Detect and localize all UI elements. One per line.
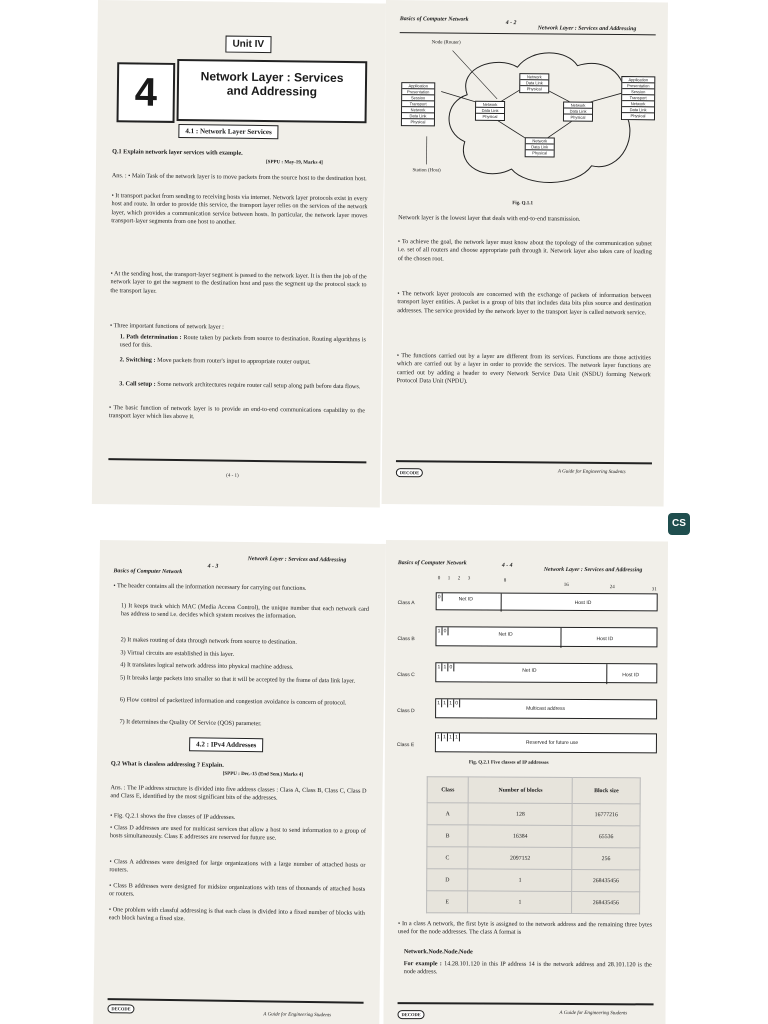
class-e-row: 1 1 1 1 Reserved for future use: [435, 732, 657, 753]
bullet-2: • Class D addresses are used for multicast services that allow a host to send information to a group of hosts simultaneously. Class E addresses are reserved for future use.: [109, 824, 367, 842]
class-c-net-id: Net ID: [522, 667, 537, 674]
network-diagram: [396, 36, 657, 198]
section-heading: 4.1 : Network Layer Services: [178, 124, 279, 139]
running-header-right: Network Layer : Services and Addressing: [247, 556, 347, 564]
running-header-right: Network Layer : Services and Addressing: [537, 25, 637, 33]
blocks-table: [426, 776, 641, 914]
function-2: 2. Switching : Move packets from router's input to appropriate router output.: [119, 356, 311, 366]
class-e-reserved: Reserved for future use: [525, 739, 579, 747]
router-stack-3: Network Data Link Physical: [563, 102, 593, 122]
col-number-of-blocks: Number of blocks: [468, 777, 572, 804]
class-a-label: Class A: [397, 600, 415, 607]
question-1: Q.1 Explain network layer services with example.: [112, 148, 243, 157]
para-4: • The functions carried out by a layer are different from its services. Functions are those activities which are carried out by a layer in order to provide the services. The network layer functions are carried out by adding a header to every Network Service Data Unit (NSDU) forming Network Protocol Data Unit (NPDU).: [396, 352, 651, 385]
item-7: 7) It determines the Quality Of Service (QOS) parameter.: [119, 718, 262, 728]
class-b-net-id: Net ID: [498, 631, 513, 638]
table-row: D 1 268435456: [427, 869, 640, 892]
router-stack-2: Network Data Link Physical: [519, 73, 549, 93]
publisher-logo: DECODE: [396, 468, 423, 477]
class-d-row: 1 1 1 0 Multicast address: [435, 698, 657, 719]
bullet-1: • Fig. Q.2.1 shows the five classes of IP addresses.: [110, 812, 236, 821]
running-header-page: 4 - 2: [505, 20, 517, 27]
bullet-1: • It transport packet from sending to receiving hosts via internet. Network layer protocols exist in every host and route. In order to provide this service, the transport layer relies on the services of the network layer, which provides a communication service between hosts. In particular, the network layer moves transport-layer segments from one host to another.: [111, 192, 368, 226]
bit-31: 31: [651, 587, 657, 593]
ip-class-diagram: [395, 576, 666, 757]
class-b-host-id: Host ID: [596, 636, 614, 643]
class-b-label: Class B: [397, 636, 415, 643]
page-4-1: [92, 0, 386, 507]
question-1-ref: [SPPU : May-19, Marks 4]: [265, 160, 323, 166]
class-b-row: 1 0 Net ID Host ID: [435, 626, 657, 647]
class-a-example: For example : 14.28.101.120 in this IP address 14 is the network address and 28.101.120 is the node address.: [403, 960, 652, 976]
bullet-3: • Three important functions of network layer :: [109, 322, 224, 331]
page-4-2: [382, 0, 668, 506]
class-a-net-id: Net ID: [458, 596, 473, 603]
chapter-title-line1: Network Layer : Services: [200, 69, 344, 86]
host-stack-right: Application Presentation Session Transport Network Data Link Physical: [621, 76, 655, 120]
item-4: 4) It translates logical network address into physical machine address.: [120, 661, 294, 671]
running-header-left: Basics of Computer Network: [399, 16, 469, 23]
item-3: 3) Virtual circuits are established in this layer.: [120, 649, 235, 658]
para-2: • To achieve the goal, the network layer must know about the topology of the communication subnet i.e. set of all routers and choose appropriate path through it. Network layer also takes care of loading of the chosen root.: [397, 238, 652, 263]
class-d-multicast: Multicast address: [526, 705, 566, 712]
item-1: 1) It keeps track which MAC (Media Access Control), the unique number that each network card has address to send i.e. decides which system receives the information.: [120, 602, 370, 621]
unit-label: Unit IV: [225, 36, 271, 54]
bit-2: 2: [457, 576, 461, 582]
para-1: Network layer is the lowest layer that deals with end-to-end transmission.: [398, 214, 581, 223]
page-4-4: [383, 540, 668, 1024]
question-2-ref: [SPPU : Dec.-15 (End Sem.) Marks 4]: [222, 771, 304, 778]
chapter-number: 4: [134, 70, 158, 115]
node-router-label: Node (Router): [431, 40, 461, 46]
bit-24: 24: [609, 585, 615, 591]
footer-rule: [396, 460, 652, 464]
bullet-4: • The basic function of network layer is to provide an end-to-end communications capability to the transport layer which lies above it.: [108, 404, 366, 421]
page-4-3: [93, 540, 386, 1024]
footer-rule: [108, 458, 366, 463]
function-1: 1. Path determination : Route taken by packets from source to destination. Routing algorithms is used for this.: [119, 333, 366, 349]
router-stack-1: Network Data Link Physical: [475, 101, 505, 121]
bit-8: 8: [503, 578, 507, 584]
class-a-explanation: • In a class A network, the first byte is assigned to the network address and the remaining three bytes used for the node addresses. The class A format is: [397, 920, 653, 937]
bullet-3: • Class A addresses were designed for large organizations with a large number of attached hosts or routers.: [109, 858, 366, 874]
col-block-size: Block size: [573, 777, 641, 803]
router-stack-4: Network Data Link Physical: [525, 137, 555, 157]
publisher-logo: DECODE: [107, 1004, 134, 1013]
table-row: E 1 268435456: [427, 891, 640, 914]
footer-text: A Guide for Engineering Students: [557, 469, 626, 476]
station-host-label: Station (Host): [412, 168, 441, 174]
class-d-label: Class D: [397, 708, 415, 715]
class-c-row: 1 1 0 Net ID Host ID: [435, 662, 657, 683]
table-row: B 16384 65536: [427, 825, 640, 848]
item-2: 2) It makes routing of data through network from source to destination.: [120, 636, 297, 646]
function-3: 3. Call setup : Some network architectures require router call setup along path before data flows.: [119, 380, 361, 391]
intro: • The header contains all the information necessary for carrying out functions.: [113, 582, 307, 592]
chapter-number-box: [117, 62, 176, 123]
bit-3: 3: [467, 576, 471, 582]
class-c-label: Class C: [397, 672, 415, 679]
running-header-right: Network Layer : Services and Addressing: [543, 566, 643, 574]
table-header-row: [427, 777, 640, 804]
footer-text: A Guide for Engineering Students: [263, 1012, 332, 1019]
publisher-logo: DECODE: [397, 1010, 424, 1019]
bullet-5: • One problem with classful addressing is that each class is divided into a fixed number of blocks with each block having a fixed size.: [108, 906, 365, 923]
class-e-label: Class E: [396, 742, 415, 749]
running-header-left: Basics of Computer Network: [113, 568, 183, 576]
host-stack-left: Application Presentation Session Transport Network Data Link Physical: [401, 82, 435, 126]
chapter-title-line2: and Addressing: [226, 83, 318, 99]
class-a-row: 0 Net ID Host ID: [436, 592, 658, 611]
table-row: C 2097152 256: [427, 847, 640, 870]
question-2: Q.2 What is classless addressing ? Explain.: [110, 760, 224, 769]
class-c-host-id: Host ID: [622, 672, 639, 679]
col-class: Class: [427, 777, 468, 803]
running-header-page: 4 - 4: [501, 562, 513, 569]
chapter-title-box: [177, 59, 368, 123]
bullet-2: • At the sending host, the transport-layer segment is passed to the network layer. It is then the job of the network layer to get the segment to the destination host and pass the segment up the protocol stack to the transport layer.: [110, 270, 367, 295]
header-rule: [400, 32, 656, 35]
bit-0: 0: [437, 576, 441, 582]
bit-16: 16: [563, 582, 569, 588]
section-heading: 4.2 : IPv4 Addresses: [189, 737, 263, 752]
answer-2: Ans. : The IP address structure is divided into five address classes : Class A, Class B, Class C, Class D and Class E, identified by the most significant bits of the addresses.: [110, 784, 367, 802]
class-a-host-id: Host ID: [574, 599, 592, 607]
figure-caption: Fig. Q.2.1 Five classes of IP addresses: [468, 760, 549, 766]
footer-rule: [398, 1002, 654, 1005]
table-row: A 128 16777216: [427, 803, 640, 826]
footer-text: A Guide for Engineering Students: [559, 1010, 628, 1017]
footer-rule: [108, 998, 364, 1004]
bullet-4: • Class B addresses were designed for midsize organizations with tens of thousands of attached hosts or routers.: [109, 882, 366, 898]
camscanner-badge: CS: [668, 513, 690, 535]
item-6: 6) Flow control of packetized information and congestion avoidance is concern of protocol.: [119, 696, 347, 707]
bit-1: 1: [447, 576, 451, 582]
class-a-format: Network.Node.Node.Node: [403, 948, 473, 956]
running-header-left: Basics of Computer Network: [397, 560, 467, 567]
page-number: (4 - 1): [226, 473, 239, 479]
figure-caption: Fig. Q.1.1: [512, 201, 534, 207]
para-3: • The network layer protocols are concerned with the exchange of packets of information between transport layer entities. A packet is a group of bits that includes data bits plus source and destination addresses. The service provided by the network layer to the transport layer is called network service.: [397, 290, 652, 316]
answer-1: Ans. : • Main Task of the network layer is to move packets from the source host to the destination host.: [111, 172, 367, 183]
item-5: 5) It breaks large packets into smaller so that it will be accepted by the frame of data link layer.: [120, 674, 356, 685]
running-header-page: 4 - 3: [207, 563, 219, 570]
